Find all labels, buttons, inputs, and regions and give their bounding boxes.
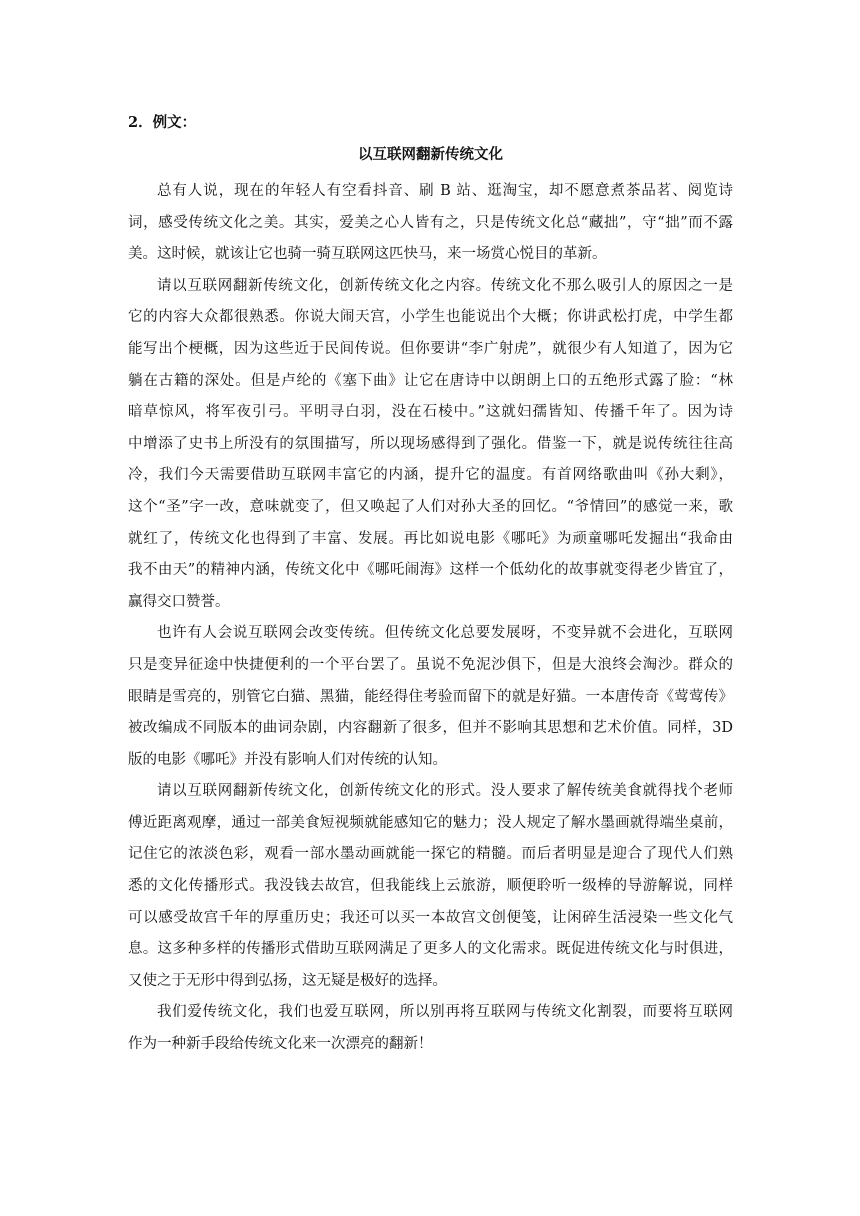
text-line: 美。这时候，就该让它也骑一骑互联网这匹快马，来一场赏心悦目的革新。 <box>128 246 607 263</box>
text-line: 傅近距离观摩，通过一部美食短视频就能感知它的魅力；没人规定了解水墨画就得端坐桌前， <box>128 814 733 831</box>
text-line: 我们爱传统文化，我们也爱互联网，所以别再将互联网与传统文化割裂，而要将互联网 <box>157 1004 733 1021</box>
text-line: 又使之于无形中得到弘扬，这无疑是极好的选择。 <box>128 972 447 989</box>
paragraph <box>128 776 733 997</box>
text-line: 我不由天”的精神内涵，传统文化中《哪吒闹海》这样一个低幼化的故事就变得老少皆宜了， <box>128 562 733 579</box>
text-line: 记住它的浓淡色彩，观看一部水墨动画就能一探它的精髓。而后者明显是迎合了现代人们熟 <box>128 846 733 863</box>
text-line: 请以互联网翻新传统文化，创新传统文化的形式。没人要求了解传统美食就得找个老师 <box>157 783 733 800</box>
text-line: 词，感受传统文化之美。其实，爱美之心人皆有之，只是传统文化总“藏拙”，守“拙”而不露 <box>128 214 733 231</box>
text-line: 眼睛是雪亮的，别管它白猫、黑猫，能经得住考验而留下的就是好猫。一本唐传奇《莺莺传》 <box>128 688 733 705</box>
text-line: 版的电影《哪吒》并没有影响人们对传统的认知。 <box>128 751 447 768</box>
paragraph <box>128 618 733 776</box>
essay-body <box>128 176 733 1061</box>
essay-title: 以互联网翻新传统文化 <box>358 146 503 163</box>
text-line: 也许有人会说互联网会改变传统。但传统文化总要发展呀，不变异就不会进化，互联网 <box>157 625 733 642</box>
text-line: 赢得交口赞誉。 <box>128 593 230 610</box>
text-line: 中增添了史书上所没有的氛围描写，所以现场感得到了强化。借鉴一下，就是说传统往往高 <box>128 435 733 452</box>
text-line: 躺在古籍的深处。但是卢纶的《塞下曲》让它在唐诗中以朗朗上口的五绝形式露了脸：“林 <box>128 372 733 389</box>
text-line: 可以感受故宫千年的厚重历史；我还可以买一本故宫文创便笺，让闲碎生活浸染一些文化气 <box>128 909 733 926</box>
text-line: 只是变异征途中快捷便利的一个平台罢了。虽说不免泥沙俱下，但是大浪终会淘沙。群众的 <box>128 656 733 673</box>
text-line: 这个“圣”字一改，意味就变了，但又唤起了人们对孙大圣的回忆。“爷情回”的感觉一来，歌 <box>128 498 733 515</box>
text-line: 它的内容大众都很熟悉。你说大闹天宫，小学生也能说出个大概；你讲武松打虎，中学生都 <box>128 309 733 326</box>
text-line: 息。这多种多样的传播形式借助互联网满足了更多人的文化需求。既促进传统文化与时俱进， <box>128 941 733 958</box>
text-line: 被改编成不同版本的曲词杂剧，内容翻新了很多，但并不影响其思想和艺术价值。同样，3D <box>128 720 733 737</box>
paragraph <box>128 271 733 619</box>
text-line: 悉的文化传播形式。我没钱去故宫，但我能线上云旅游，顺便聆听一级棒的导游解说，同样 <box>128 878 733 895</box>
paragraph <box>128 997 733 1060</box>
text-line: 冷，我们今天需要借助互联网丰富它的内涵，提升它的温度。有首网络歌曲叫《孙大剩》， <box>128 467 733 484</box>
text-line: 请以互联网翻新传统文化，创新传统文化之内容。传统文化不那么吸引人的原因之一是 <box>157 277 733 294</box>
paragraph <box>128 176 733 271</box>
text-line: 暗草惊风，将军夜引弓。平明寻白羽，没在石棱中。”这就妇孺皆知、传播千年了。因为诗 <box>128 404 733 421</box>
section-label: 2．例文： <box>128 114 197 131</box>
text-line: 能写出个梗概，因为这些近于民间传说。但你要讲“李广射虎”，就很少有人知道了，因为它 <box>128 340 733 357</box>
text-line: 就红了，传统文化也得到了丰富、发展。再比如说电影《哪吒》为顽童哪吒发掘出“我命由 <box>128 530 733 547</box>
text-line: 作为一种新手段给传统文化来一次漂亮的翻新！ <box>128 1036 433 1053</box>
text-line: 总有人说，现在的年轻人有空看抖音、刷 B 站、逛淘宝，却不愿意煮茶品茗、阅览诗 <box>157 183 733 199</box>
